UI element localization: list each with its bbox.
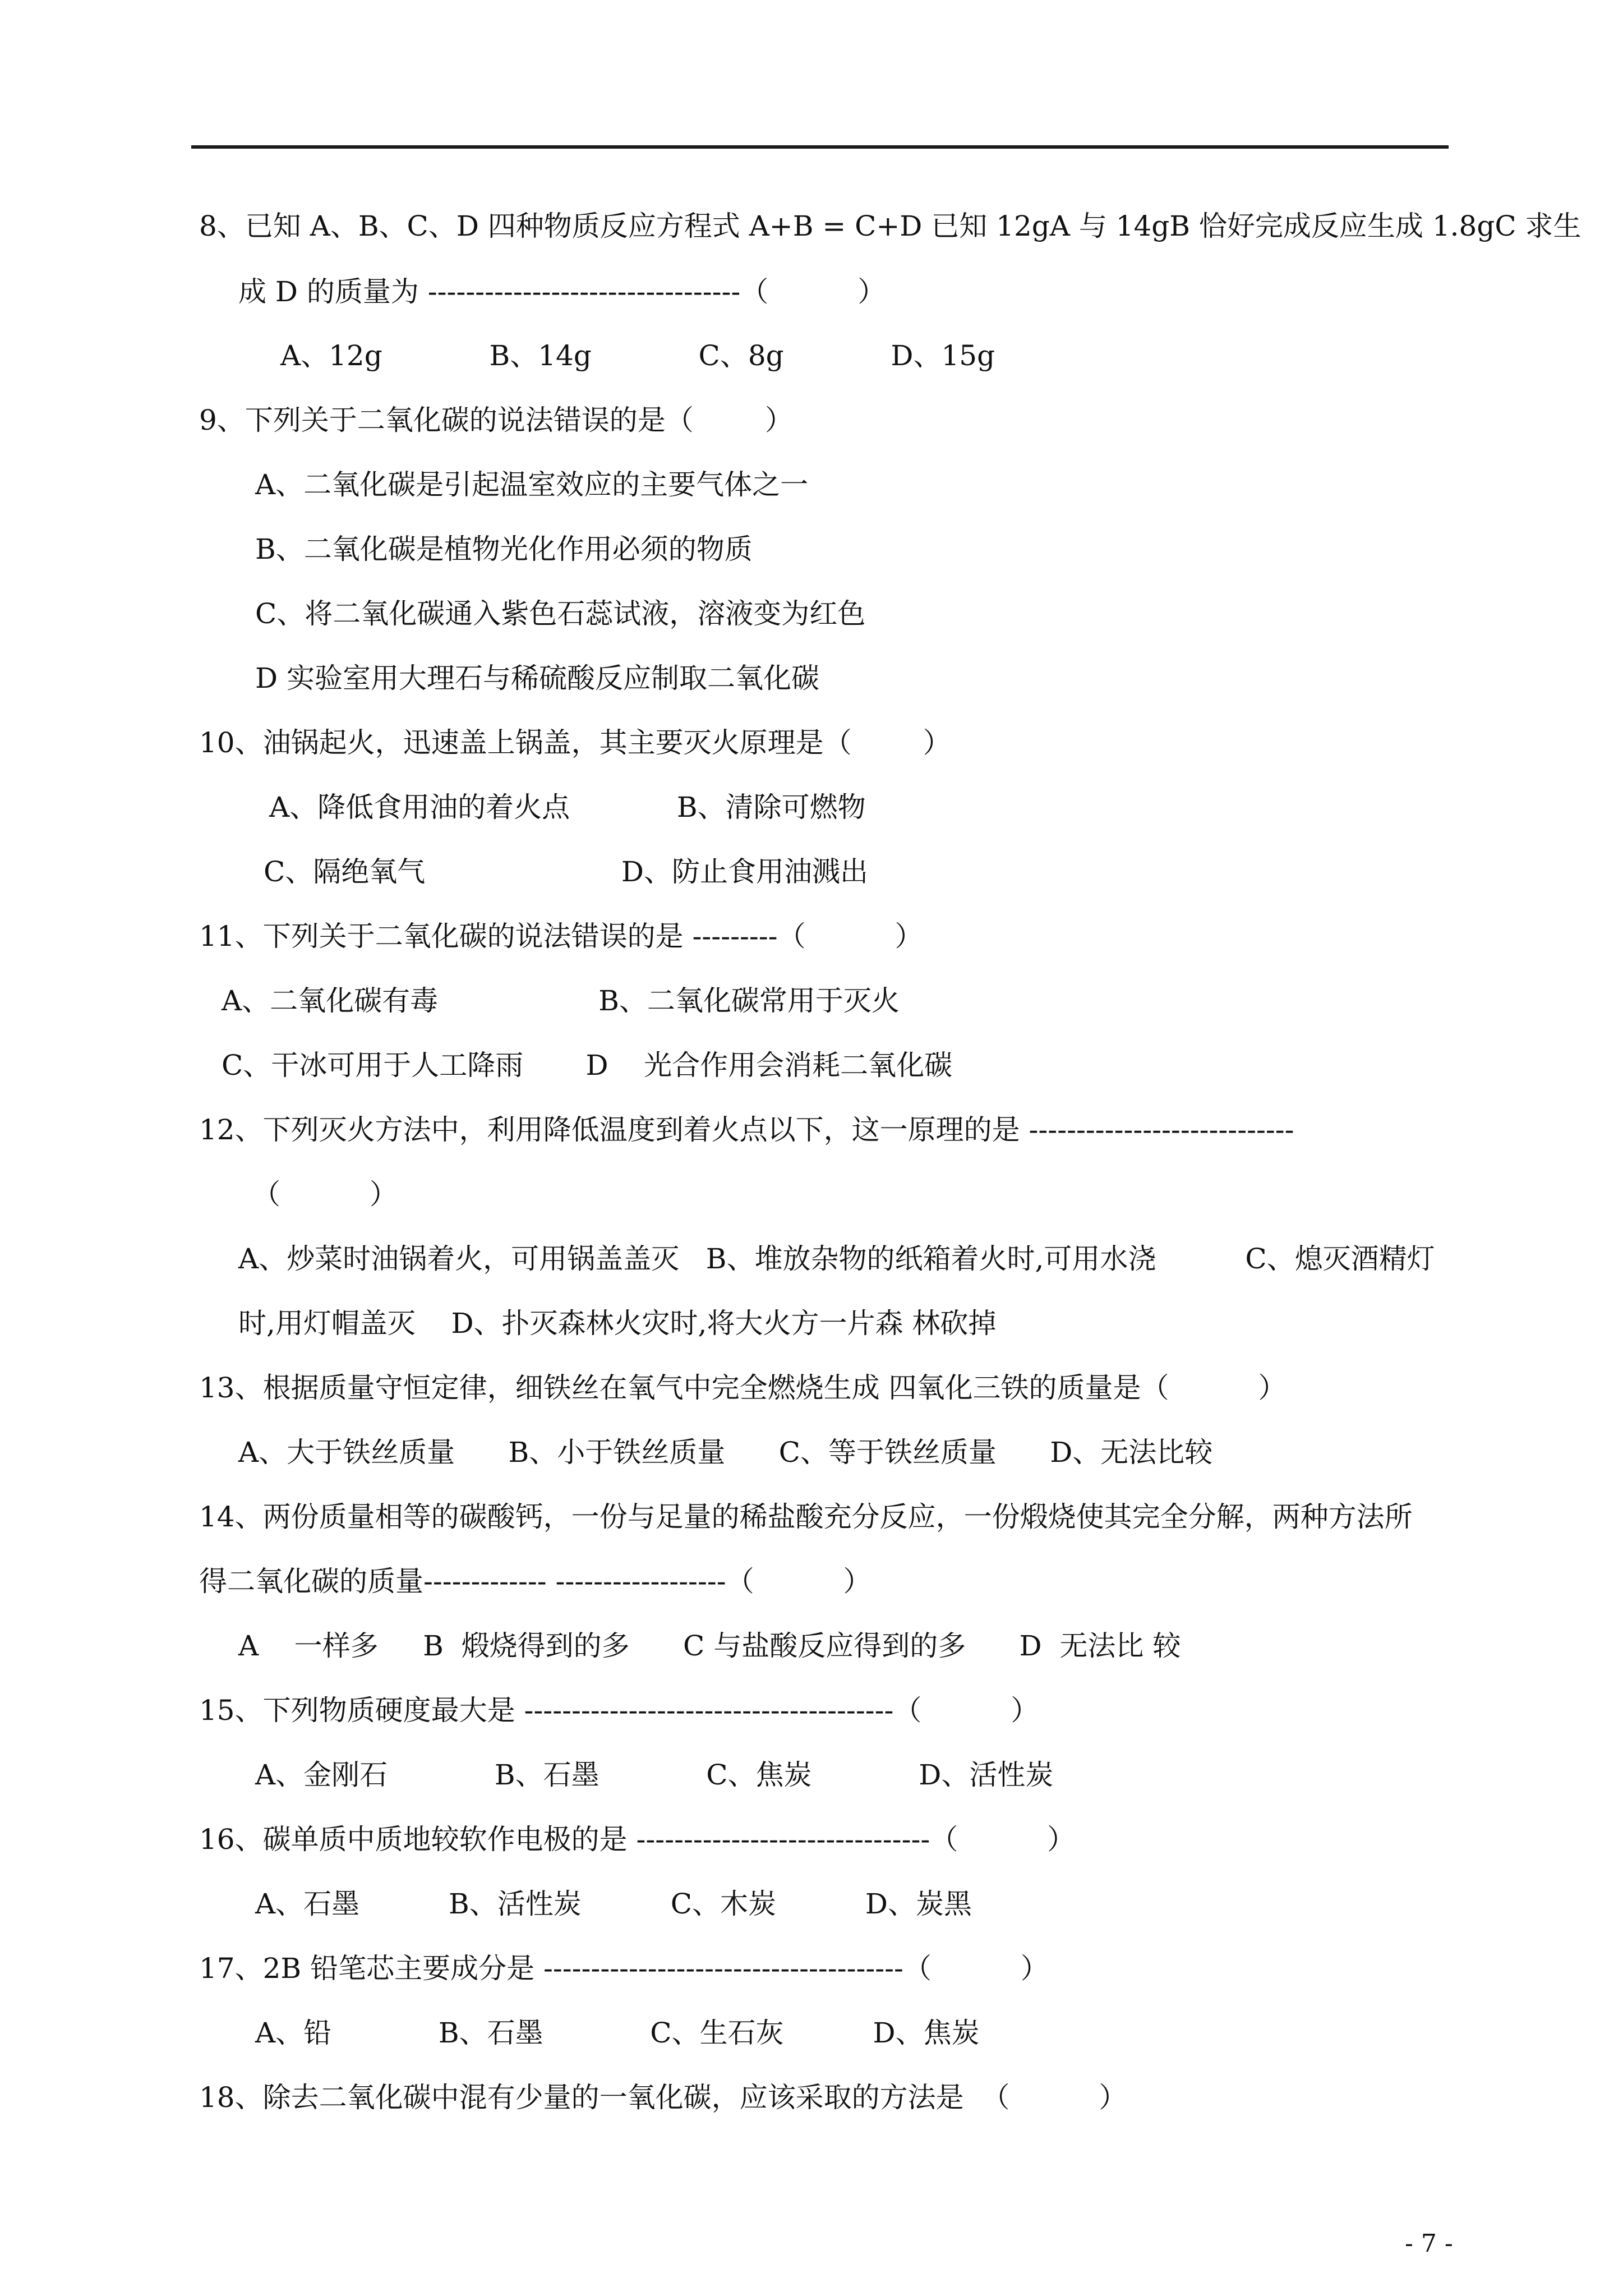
header-rule bbox=[191, 145, 1449, 149]
q10-options-row1: A、降低食用油的着火点 B、清除可燃物 bbox=[269, 791, 866, 823]
q8-options: A、12g B、14g C、8g D、15g bbox=[280, 339, 995, 372]
q17-options: A、铅 B、石墨 C、生石灰 D、焦炭 bbox=[255, 2017, 980, 2049]
q13-stem: 13、根据质量守恒定律，细铁丝在氧气中完全燃烧生成 四氧化三铁的质量是（ ） bbox=[199, 1372, 1287, 1404]
q15-stem: 15、下列物质硬度最大是 ---------------------------------------（ ） bbox=[199, 1694, 1039, 1727]
q18-stem: 18、除去二氧化碳中混有少量的一氧化碳，应该采取的方法是 （ ） bbox=[199, 2081, 1127, 2114]
q15-options: A、金刚石 B、石墨 C、焦炭 D、活性炭 bbox=[255, 1759, 1054, 1791]
q12-options-line1: A、炒菜时油锅着火，可用锅盖盖灭 B、堆放杂物的纸箱着火时,可用水浇 C、熄灭酒精灯 bbox=[238, 1243, 1435, 1275]
q8-stem-line2: 成 D 的质量为 ---------------------------------（ ） bbox=[238, 275, 886, 308]
q12-stem-line1: 12、下列灭火方法中，利用降低温度到着火点以下，这一原理的是 ---------------------------- bbox=[199, 1114, 1294, 1146]
q17-stem: 17、2B 铅笔芯主要成分是 --------------------------------------（ ） bbox=[199, 1952, 1049, 1985]
q9-stem: 9、下列关于二氧化碳的说法错误的是（ ） bbox=[199, 404, 793, 436]
q16-stem: 16、碳单质中质地较软作电极的是 -------------------------------（ ） bbox=[199, 1823, 1076, 1856]
q9-option-a: A、二氧化碳是引起温室效应的主要气体之一 bbox=[255, 468, 809, 501]
q10-options-row2: C、隔绝氧气 D、防止食用油溅出 bbox=[264, 855, 869, 888]
q12-options-line2: 时,用灯帽盖灭 D、扑灭森林火灾时,将大火方一片森 林砍掉 bbox=[238, 1307, 997, 1340]
q9-option-c: C、将二氧化碳通入紫色石蕊试液，溶液变为红色 bbox=[255, 597, 866, 630]
q8-stem-line1: 8、已知 A、B、C、D 四种物质反应方程式 A+B = C+D 已知 12gA 与 14gB 恰好完成反应生成 1.8gC 求生 bbox=[199, 210, 1581, 242]
q11-stem: 11、下列关于二氧化碳的说法错误的是 ---------（ ） bbox=[199, 920, 923, 953]
q13-options: A、大于铁丝质量 B、小于铁丝质量 C、等于铁丝质量 D、无法比较 bbox=[238, 1436, 1213, 1469]
q10-stem: 10、油锅起火，迅速盖上锅盖，其主要灭火原理是（ ） bbox=[199, 726, 951, 759]
q9-option-b: B、二氧化碳是植物光化作用必须的物质 bbox=[255, 533, 753, 565]
q11-options-row2: C、干冰可用于人工降雨 D 光合作用会消耗二氧化碳 bbox=[222, 1049, 953, 1082]
q11-options-row1: A、二氧化碳有毒 B、二氧化碳常用于灭火 bbox=[222, 984, 900, 1017]
q12-stem-line2: （ ） bbox=[252, 1178, 398, 1211]
q14-options: A 一样多 B 煅烧得到的多 C 与盐酸反应得到的多 D 无法比 较 bbox=[238, 1630, 1181, 1662]
q9-option-d: D 实验室用大理石与稀硫酸反应制取二氧化碳 bbox=[255, 662, 819, 694]
q14-stem-line1: 14、两份质量相等的碳酸钙，一份与足量的稀盐酸充分反应，一份煅烧使其完全分解，两种方法所 bbox=[199, 1501, 1413, 1533]
q16-options: A、石墨 B、活性炭 C、木炭 D、炭黑 bbox=[255, 1888, 972, 1920]
page-number: - 7 - bbox=[1405, 2229, 1453, 2258]
q14-stem-line2: 得二氧化碳的质量------------- ------------------（ ） bbox=[199, 1565, 872, 1598]
